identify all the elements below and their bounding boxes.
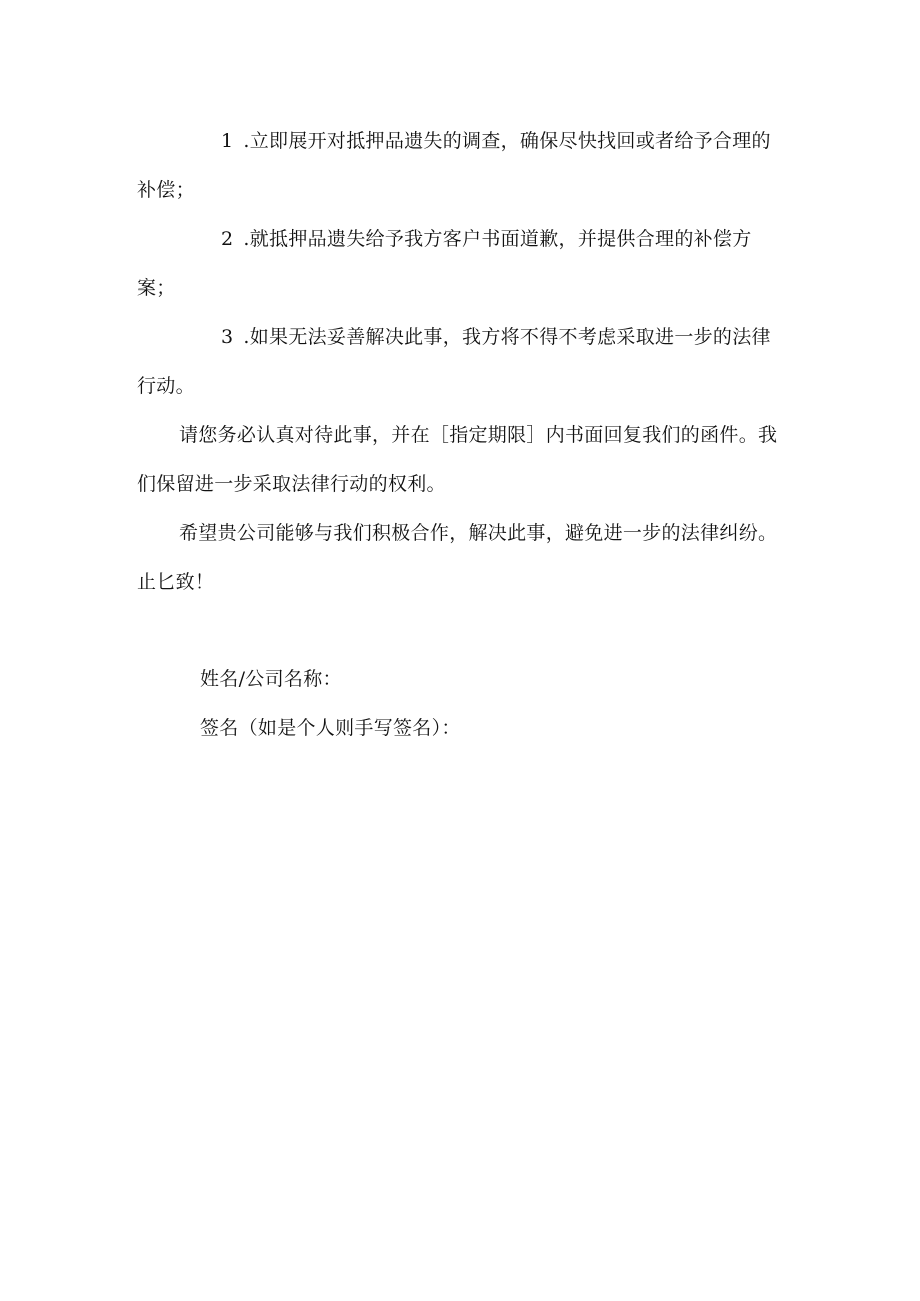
request-paragraph: 请您务必认真对待此事，并在［指定期限］内书面回复我们的函件。我们保留进一步采取法律行动的权利。	[137, 424, 778, 495]
list-item-2	[137, 215, 787, 313]
list-item-1-text: .立即展开对抵押品遗失的调查，确保尽快找回或者给予合理的补偿；	[137, 130, 771, 201]
list-item-3-number: 3	[221, 326, 234, 348]
closing-line: 止匕致！	[137, 571, 215, 593]
signature-block	[200, 655, 800, 753]
list-item-2-number: 2	[221, 228, 234, 250]
list-item-1	[137, 117, 787, 215]
list-item-3-text: .如果无法妥善解决此事，我方将不得不考虑采取进一步的法律行动。	[137, 326, 771, 397]
list-item-2-text: .就抵押品遗失给予我方客户书面道歉，并提供合理的补偿方案；	[137, 228, 752, 299]
letter-body	[137, 117, 787, 607]
list-item-1-number: 1	[221, 130, 234, 152]
sign-label: 签名（如是个人则手写签名）：	[200, 717, 461, 739]
name-label: 姓名/公司名称：	[200, 668, 342, 690]
list-item-3	[137, 313, 787, 411]
hope-paragraph: 希望贵公司能够与我们积极合作，解决此事，避免进一步的法律纠纷。	[179, 522, 778, 544]
